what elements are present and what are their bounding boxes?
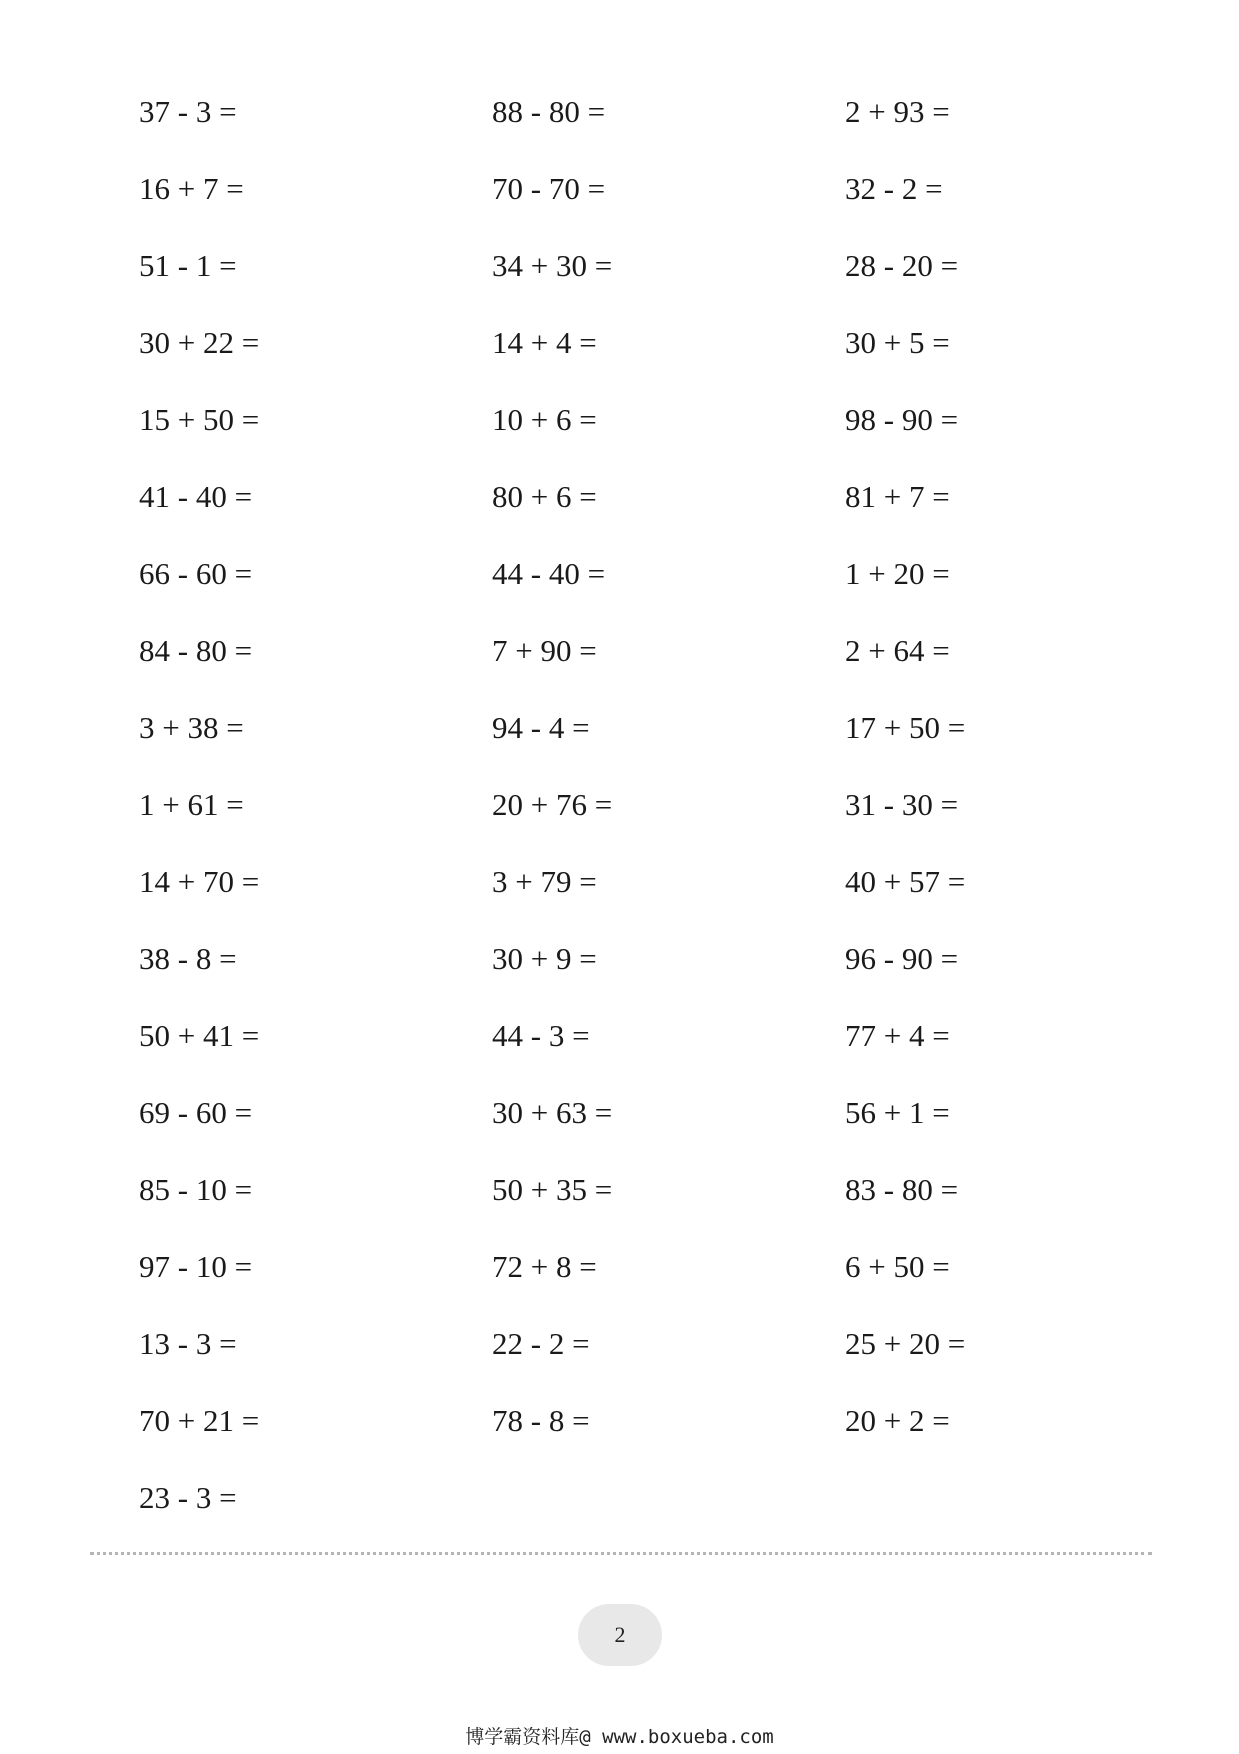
math-problem: 30 + 5 =	[845, 325, 950, 360]
math-problem: 1 + 20 =	[845, 556, 950, 591]
math-problem: 81 + 7 =	[845, 479, 950, 514]
math-problem: 14 + 4 =	[492, 325, 597, 360]
math-problem: 32 - 2 =	[845, 171, 943, 206]
math-problem: 16 + 7 =	[139, 171, 244, 206]
math-problem: 83 - 80 =	[845, 1172, 959, 1207]
math-problem: 44 - 40 =	[492, 556, 606, 591]
math-problem: 3 + 79 =	[492, 864, 597, 899]
math-problem: 23 - 3 =	[139, 1480, 237, 1515]
math-problem: 17 + 50 =	[845, 710, 966, 745]
problem-column-3	[845, 93, 1145, 1479]
math-problem: 14 + 70 =	[139, 864, 260, 899]
math-problem: 66 - 60 =	[139, 556, 253, 591]
math-problem: 20 + 2 =	[845, 1403, 950, 1438]
math-problem: 2 + 64 =	[845, 633, 950, 668]
math-problem: 20 + 76 =	[492, 787, 613, 822]
math-problem: 50 + 35 =	[492, 1172, 613, 1207]
math-problem: 15 + 50 =	[139, 402, 260, 437]
math-problem: 34 + 30 =	[492, 248, 613, 283]
math-problem: 3 + 38 =	[139, 710, 244, 745]
math-problem: 70 - 70 =	[492, 171, 606, 206]
dotted-divider	[90, 1552, 1152, 1555]
problem-column-2	[492, 93, 792, 1479]
math-problem: 1 + 61 =	[139, 787, 244, 822]
math-problem: 38 - 8 =	[139, 941, 237, 976]
math-problem: 98 - 90 =	[845, 402, 959, 437]
math-problem: 84 - 80 =	[139, 633, 253, 668]
math-problem: 28 - 20 =	[845, 248, 959, 283]
math-problem: 10 + 6 =	[492, 402, 597, 437]
math-problem: 30 + 63 =	[492, 1095, 613, 1130]
math-problem: 37 - 3 =	[139, 94, 237, 129]
math-problem: 30 + 22 =	[139, 325, 260, 360]
math-problem: 88 - 80 =	[492, 94, 606, 129]
math-problem: 22 - 2 =	[492, 1326, 590, 1361]
math-problem: 51 - 1 =	[139, 248, 237, 283]
footer-watermark: 博学霸资料库@ www.boxueba.com	[465, 1726, 774, 1748]
math-problem: 85 - 10 =	[139, 1172, 253, 1207]
math-problem: 77 + 4 =	[845, 1018, 950, 1053]
math-problem: 44 - 3 =	[492, 1018, 590, 1053]
math-problem: 94 - 4 =	[492, 710, 590, 745]
problem-column-1	[139, 93, 439, 1556]
math-problem: 2 + 93 =	[845, 94, 950, 129]
math-problem: 41 - 40 =	[139, 479, 253, 514]
math-problem: 6 + 50 =	[845, 1249, 950, 1284]
math-problem: 80 + 6 =	[492, 479, 597, 514]
math-problem: 97 - 10 =	[139, 1249, 253, 1284]
math-problem: 31 - 30 =	[845, 787, 959, 822]
math-problem: 72 + 8 =	[492, 1249, 597, 1284]
math-problem: 96 - 90 =	[845, 941, 959, 976]
math-problem: 7 + 90 =	[492, 633, 597, 668]
math-problem: 13 - 3 =	[139, 1326, 237, 1361]
math-problem: 78 - 8 =	[492, 1403, 590, 1438]
math-problem: 30 + 9 =	[492, 941, 597, 976]
math-problem: 40 + 57 =	[845, 864, 966, 899]
math-problem: 70 + 21 =	[139, 1403, 260, 1438]
math-problem: 56 + 1 =	[845, 1095, 950, 1130]
math-problem: 50 + 41 =	[139, 1018, 260, 1053]
page-number-badge: 2	[578, 1604, 662, 1666]
math-problem: 25 + 20 =	[845, 1326, 966, 1361]
math-problem: 69 - 60 =	[139, 1095, 253, 1130]
